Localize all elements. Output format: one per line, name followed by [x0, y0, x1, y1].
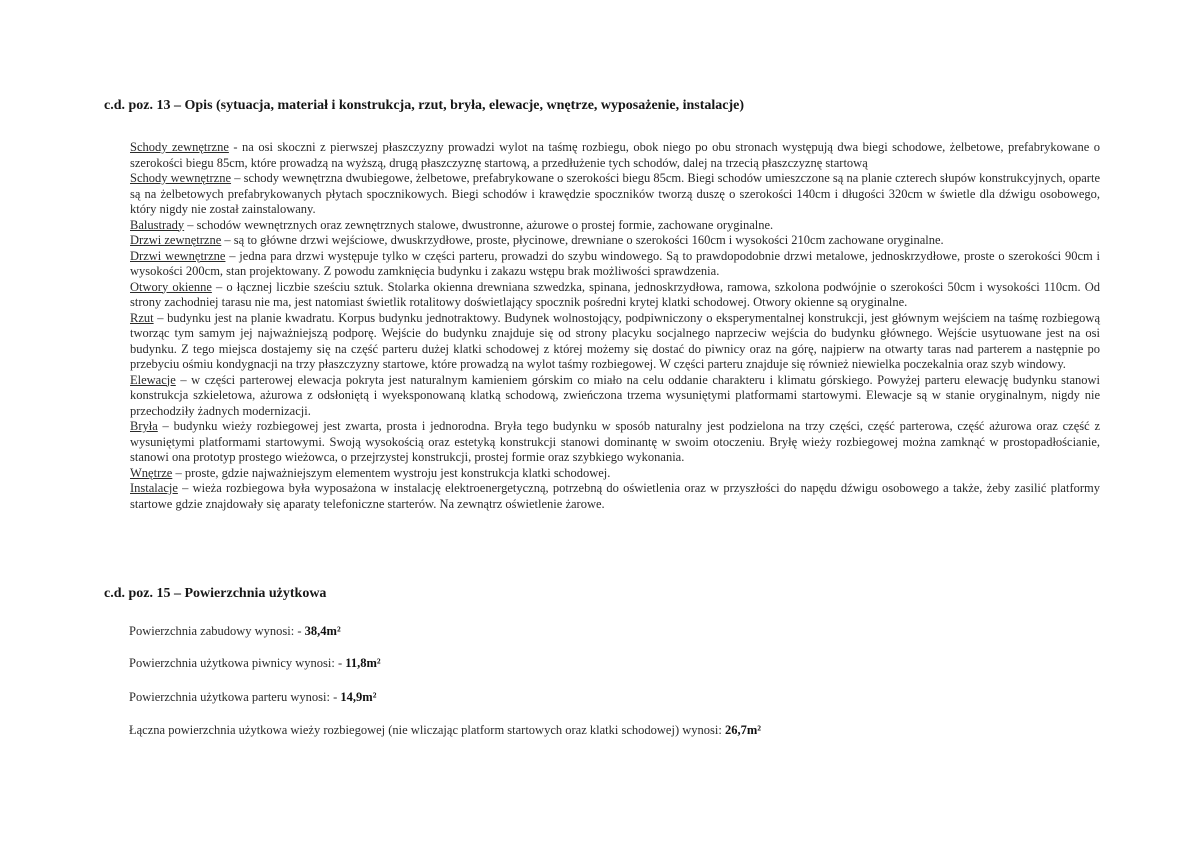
paragraph-wnetrze: [130, 466, 1100, 482]
term-label: Wnętrze: [130, 465, 173, 480]
term-label: Rzut: [130, 310, 154, 325]
term-label: Drzwi zewnętrzne: [130, 233, 222, 247]
term-label: Schody wewnętrzne: [130, 171, 232, 185]
paragraph-drzwi-wewnetrzne: [130, 249, 1100, 280]
term-text: – schodów wewnętrznych oraz zewnętrznych stalowe, dwustronne, ażurowe o prostej formie, zachowane oryginalne.: [184, 217, 774, 232]
term-text: – jedna para drzwi występuje tylko w części parteru, prowadzi do szybu windowego. Są to prawdopodobnie drzwi metalowe, jednoskrzydłowe, proste o szerokości 90cm i wysokości 200cm, stan projektowany. Z powodu zamknięcia budynku i zakazu wstępu brak możliwości sprawdzenia.: [130, 248, 1101, 278]
paragraph-instalacje: [130, 481, 1100, 512]
term-text: – schody wewnętrzna dwubiegowe, żelbetowe, prefabrykowane o szerokości biegu 85cm. Biegi schodów umieszczone są na planie czterech słupów konstrukcyjnych, oparte są na żelbetowych prefabrykowanych płytach spocznikowych. Biegi schodów i krawędzie spoczników tworzą duszę o szerokości 140cm i długości 320cm w świetle dla dźwigu osobowego, który nigdy nie został zainstalowany.: [130, 171, 1100, 216]
term-label: Otwory okienne: [130, 279, 212, 294]
section-heading-description: c.d. poz. 13 – Opis (sytuacja, materiał i konstrukcja, rzut, bryła, elewacje, wnętrze, wyposażenie, instalacje): [104, 98, 745, 113]
term-label: Schody zewnętrzne: [130, 140, 229, 154]
paragraph-balustrady: [130, 218, 1100, 234]
area-row-built: [129, 624, 341, 639]
paragraph-rzut: [130, 311, 1100, 373]
paragraph-otwory-okienne: [130, 280, 1100, 311]
section-heading-usable-area: c.d. poz. 15 – Powierzchnia użytkowa: [104, 586, 327, 601]
paragraph-drzwi-zewnetrzne: [130, 233, 1100, 249]
term-text: – są to główne drzwi wejściowe, dwuskrzydłowe, proste, płycinowe, drewniane o szerokości 160cm i wysokości 210cm zachowane oryginalne.: [221, 233, 944, 247]
area-row-ground-floor: [129, 690, 376, 705]
area-value: 26,7m²: [724, 723, 761, 737]
area-row-total: [129, 723, 761, 738]
paragraph-schody-wewnetrzne: [130, 171, 1100, 218]
term-text: – budynku jest na planie kwadratu. Korpus budynku jednotraktowy. Budynek wolnostojący, podpiwniczony o eksperymentalnej konstrukcji, jest głównym wejściem na taśmę rozbiegową tworząc tym samym jej najważniejszą podporę. Wejście do budynku znajduje się od strony placyku socjalnego naprzeciw wejścia do budynku głównego. Wejście usytuowane jest na osi budynku. Z tego miejsca dostajemy się na część parteru dużej klatki schodowej z której możemy się dostać do piwnicy oraz na górę, najpierw na otwarty taras nad parterem a następnie po przebyciu ośmiu kondygnacji na trzy płaszczyzny startowe, które prowadzą na wylot taśmy rozbiegowej. W części parteru znajduje się również niewielka poczekalnia oraz szyb windowy.: [130, 310, 1100, 371]
area-label: Łączna powierzchnia użytkowa wieży rozbiegowej (nie wliczając platform startowych oraz klatki schodowej) wynosi:: [129, 723, 725, 737]
paragraph-elewacje: [130, 373, 1100, 420]
area-label: Powierzchnia zabudowy wynosi: -: [129, 624, 305, 638]
area-label: Powierzchnia użytkowa piwnicy wynosi: -: [129, 656, 346, 670]
area-value: 14,9m²: [340, 690, 377, 704]
term-label: Bryła: [130, 419, 158, 433]
term-text: – wieża rozbiegowa była wyposażona w instalację elektroenergetyczną, potrzebną do oświetlenia oraz w przyszłości do napędu dźwigu osobowego a także, żeby zasilić platformy startowe gdzie znajdowały się aparaty telefoniczne starterów. Na zewnątrz oświetlenie żarowe.: [130, 481, 1100, 511]
area-value: 11,8m²: [345, 656, 381, 670]
term-text: – proste, gdzie najważniejszym elementem wystroju jest konstrukcja klatki schodowej.: [172, 465, 611, 480]
term-label: Balustrady: [130, 217, 185, 232]
term-text: – o łącznej liczbie sześciu sztuk. Stolarka okienna drewniana szwedzka, spinana, jednoskrzydłowa, ramowa, szkolona podwójnie o szerokości 50cm i wysokości 110cm. Od strony zachodniej tarasu nie ma, jest natomiast świetlik rotalitowy doświetlający spocznik pośredni krytej klatki schodowej. Otwory okienne są oryginalne.: [130, 279, 1100, 309]
description-body: [130, 140, 1100, 512]
paragraph-bryla: [130, 419, 1100, 466]
term-text: – w części parterowej elewacja pokryta jest naturalnym kamieniem górskim co miało na celu oddanie charakteru i klimatu górskiego. Powyżej parteru elewację budynku stanowi konstrukcja szkieletowa, ażurowa z odsłoniętą i wyeksponowaną klatką schodową, zwieńczona trzema wysuniętymi platformami startowymi. Elewacje są w stanie oryginalnym, nigdy nie przechodziły żadnych modernizacji.: [130, 372, 1100, 418]
term-text: - na osi skoczni z pierwszej płaszczyzny prowadzi wylot na taśmę rozbiegu, obok niego po obu stronach występują dwa biegi schodowe, żelbetowe, prefabrykowane o szerokości biegu 85cm, które prowadzą na wyższą, drugą płaszczyznę startową, a przedłużenie tych schodów, dalej na trzecią płaszczyznę startową: [130, 140, 1101, 170]
term-text: – budynku wieży rozbiegowej jest zwarta, prosta i jednorodna. Bryła tego budynku w sposób naturalny jest podzielona na trzy części, część parterowa, część ażurowa oraz część z wysuniętymi platformami startowymi. Swoją wysokością oraz estetyką konstrukcji stanowi dominantę w swoim otoczeniu. Bryłę wieży rozbiegowej można zamknąć w prostopadłościanie, stanowi ona prototyp prostego wieżowca, o przejrzystej konstrukcji, prostej formie oraz szybkiego wykonania.: [130, 419, 1100, 464]
area-label: Powierzchnia użytkowa parteru wynosi: -: [129, 690, 341, 704]
term-label: Drzwi wewnętrzne: [130, 248, 226, 263]
area-value: 38,4m²: [304, 624, 341, 638]
term-label: Elewacje: [130, 372, 176, 387]
paragraph-schody-zewnetrzne: [130, 140, 1100, 171]
term-label: Instalacje: [130, 481, 178, 495]
area-row-basement: [129, 656, 381, 671]
